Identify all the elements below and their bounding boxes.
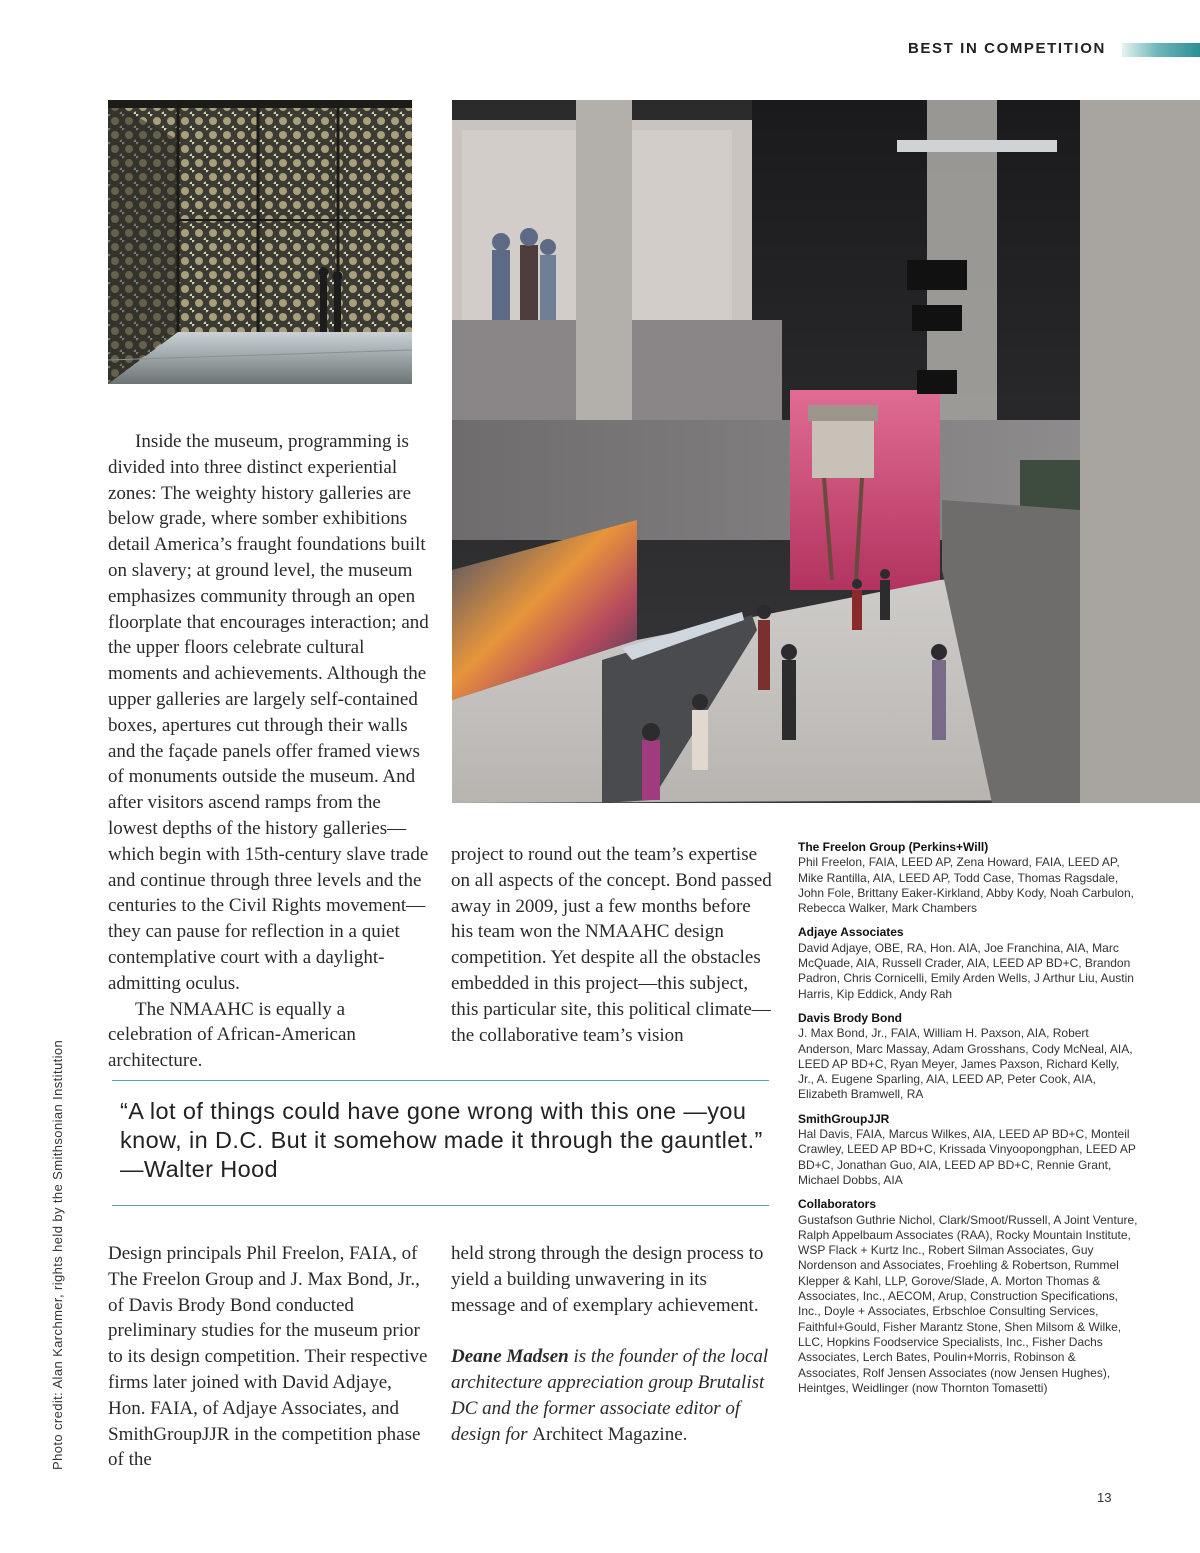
section-header: BEST IN COMPETITION	[908, 40, 1106, 57]
author-bio-text: is the founder of the local architecture appreciation group Brutalist DC and the former associate editor of design for	[451, 1346, 769, 1445]
paragraph: The NMAAHC is equally a celebration of African-American architecture.	[108, 998, 356, 1072]
project-credits	[798, 840, 1138, 1405]
magazine-name: Architect Magazine.	[532, 1423, 688, 1445]
credit-group	[798, 1011, 1138, 1103]
credit-title: Collaborators	[798, 1197, 877, 1212]
credit-names: Phil Freelon, FAIA, LEED AP, Zena Howard, FAIA, LEED AP, Mike Rantilla, AIA, LEED AP, Todd Case, Thomas Ragsdale, John Fole, Brittany Eaker-Kirkland, Abby Kody, Noah Carbulon, Rebecca Walker, Mark Chambers	[798, 855, 1134, 916]
body-column-2-bottom	[451, 1241, 773, 1448]
credit-title: The Freelon Group (Perkins+Will)	[798, 840, 989, 854]
credit-group	[798, 925, 1138, 1001]
pull-quote-rule-top	[112, 1080, 769, 1081]
header-accent-bar	[1122, 43, 1200, 57]
paragraph: Design principals Phil Freelon, FAIA, of The Freelon Group and J. Max Bond, Jr., of Davis Brody Bond conducted preliminary studies for the museum prior to its design competition. Their respective firms later joined with David Adjaye, Hon. FAIA, of Adjaye Associates, and SmithGroupJJR in the competition phase of the	[108, 1243, 428, 1471]
credit-title: Adjaye Associates	[798, 925, 904, 940]
credit-group	[798, 1197, 1138, 1396]
paragraph: project to round out the team’s expertise on all aspects of the concept. Bond passed away in 2009, just a few months before his team won the NMAAHC design competition. Yet despite all the obstacles embedded in this project—this subject, this particular site, this political climate—the collaborative team’s vision	[451, 844, 772, 1046]
credit-names: Gustafson Guthrie Nichol, Clark/Smoot/Russell, A Joint Venture, Ralph Appelbaum Associates (RAA), Rocky Mountain Institute, WSP Flack + Kurtz Inc., Robert Silman Associates, Guy Nordenson and Associates, Froehling & Robertson, Rummel Klepper & Kahl, LLP, Gorove/Slade, A. Morton Thomas & Associates, Inc., AECOM, Arup, Construction Specifications, Inc., Doyle + Associates, Erbschloe Consulting Services, Faithful+Gould, Fisher Marantz Stone, Shen Milsom & Wilke, LLC, Hopkins Foodservice Specialists, Inc., Fisher Dachs Associates, Lerch Bates, Poulin+Morris, Robinson & Associates, Rolf Jensen Associates (now Jensen Hughes), Heintges, Weidlinger (now Thornton Tomasetti)	[798, 1212, 1138, 1395]
body-column-1-top	[108, 429, 434, 1074]
author-bio	[451, 1344, 773, 1447]
credit-names: David Adjaye, OBE, RA, Hon. AIA, Joe Franchina, AIA, Marc McQuade, AIA, Russell Crader, AIA, LEED AP BD+C, Brandon Padron, Chris Cornicelli, Emily Arden Wells, J Arthur Liu, Austin Harris, Kip Eddick, Andy Rah	[798, 940, 1134, 1001]
photo-credit: Photo credit: Alan Karchmer, rights held by the Smithsonian Institution	[50, 1039, 65, 1470]
credit-group	[798, 840, 1138, 916]
author-name: Deane Madsen	[451, 1346, 569, 1368]
credit-names: J. Max Bond, Jr., FAIA, William H. Paxson, AIA, Robert Anderson, Marc Massay, Adam Grosshans, Cody McNeal, AIA, LEED AP BD+C, Ryan Meyer, James Paxson, Richard Kelly, Jr., A. Eugene Sparling, AIA, LEED AP, Peter Cook, AIA, Elizabeth Bramwell, RA	[798, 1026, 1133, 1102]
body-column-1-bottom	[108, 1241, 434, 1473]
credit-names: Hal Davis, FAIA, Marcus Wilkes, AIA, LEED AP BD+C, Monteil Crawley, LEED AP BD+C, Krissada Vinyoopongphan, LEED AP BD+C, Jonathan Guo, AIA, LEED AP BD+C, Rennie Grant, Michael Dobbs, AIA	[798, 1127, 1136, 1187]
pull-quote-rule-bottom	[112, 1205, 769, 1206]
credit-title: SmithGroupJJR	[798, 1111, 890, 1126]
page-number: 13	[1097, 1490, 1112, 1505]
paragraph: held strong through the design process to yield a building unwavering in its message and of exemplary achievement.	[451, 1243, 764, 1316]
pull-quote: “A lot of things could have gone wrong with this one —you know, in D.C. But it somehow made it through the gauntlet.” —Walter Hood	[120, 1098, 763, 1182]
body-column-2-top	[451, 842, 773, 1048]
credit-group	[798, 1112, 1138, 1188]
credit-title: Davis Brody Bond	[798, 1010, 903, 1025]
facade-photo	[108, 100, 412, 384]
gallery-interior-photo	[452, 100, 1200, 803]
paragraph: Inside the museum, programming is divided into three distinct experiential zones: The weighty history galleries are below grade, where somber exhibitions detail America’s fraught foundations built on slavery; at ground level, the museum emphasizes community through an open floorplate that encourages interaction; and the upper floors celebrate cultural moments and achievements. Although the upper galleries are largely self-contained boxes, apertures cut through their walls and the façade panels offer framed views of monuments outside the museum. And after visitors ascend ramps from the lowest depths of the history galleries—which begin with 15th-century slave trade and continue through three levels and the centuries to the Civil Rights movement—they can pause for reflection in a quiet contemplative court with a daylight-admitting oculus.	[108, 431, 429, 994]
